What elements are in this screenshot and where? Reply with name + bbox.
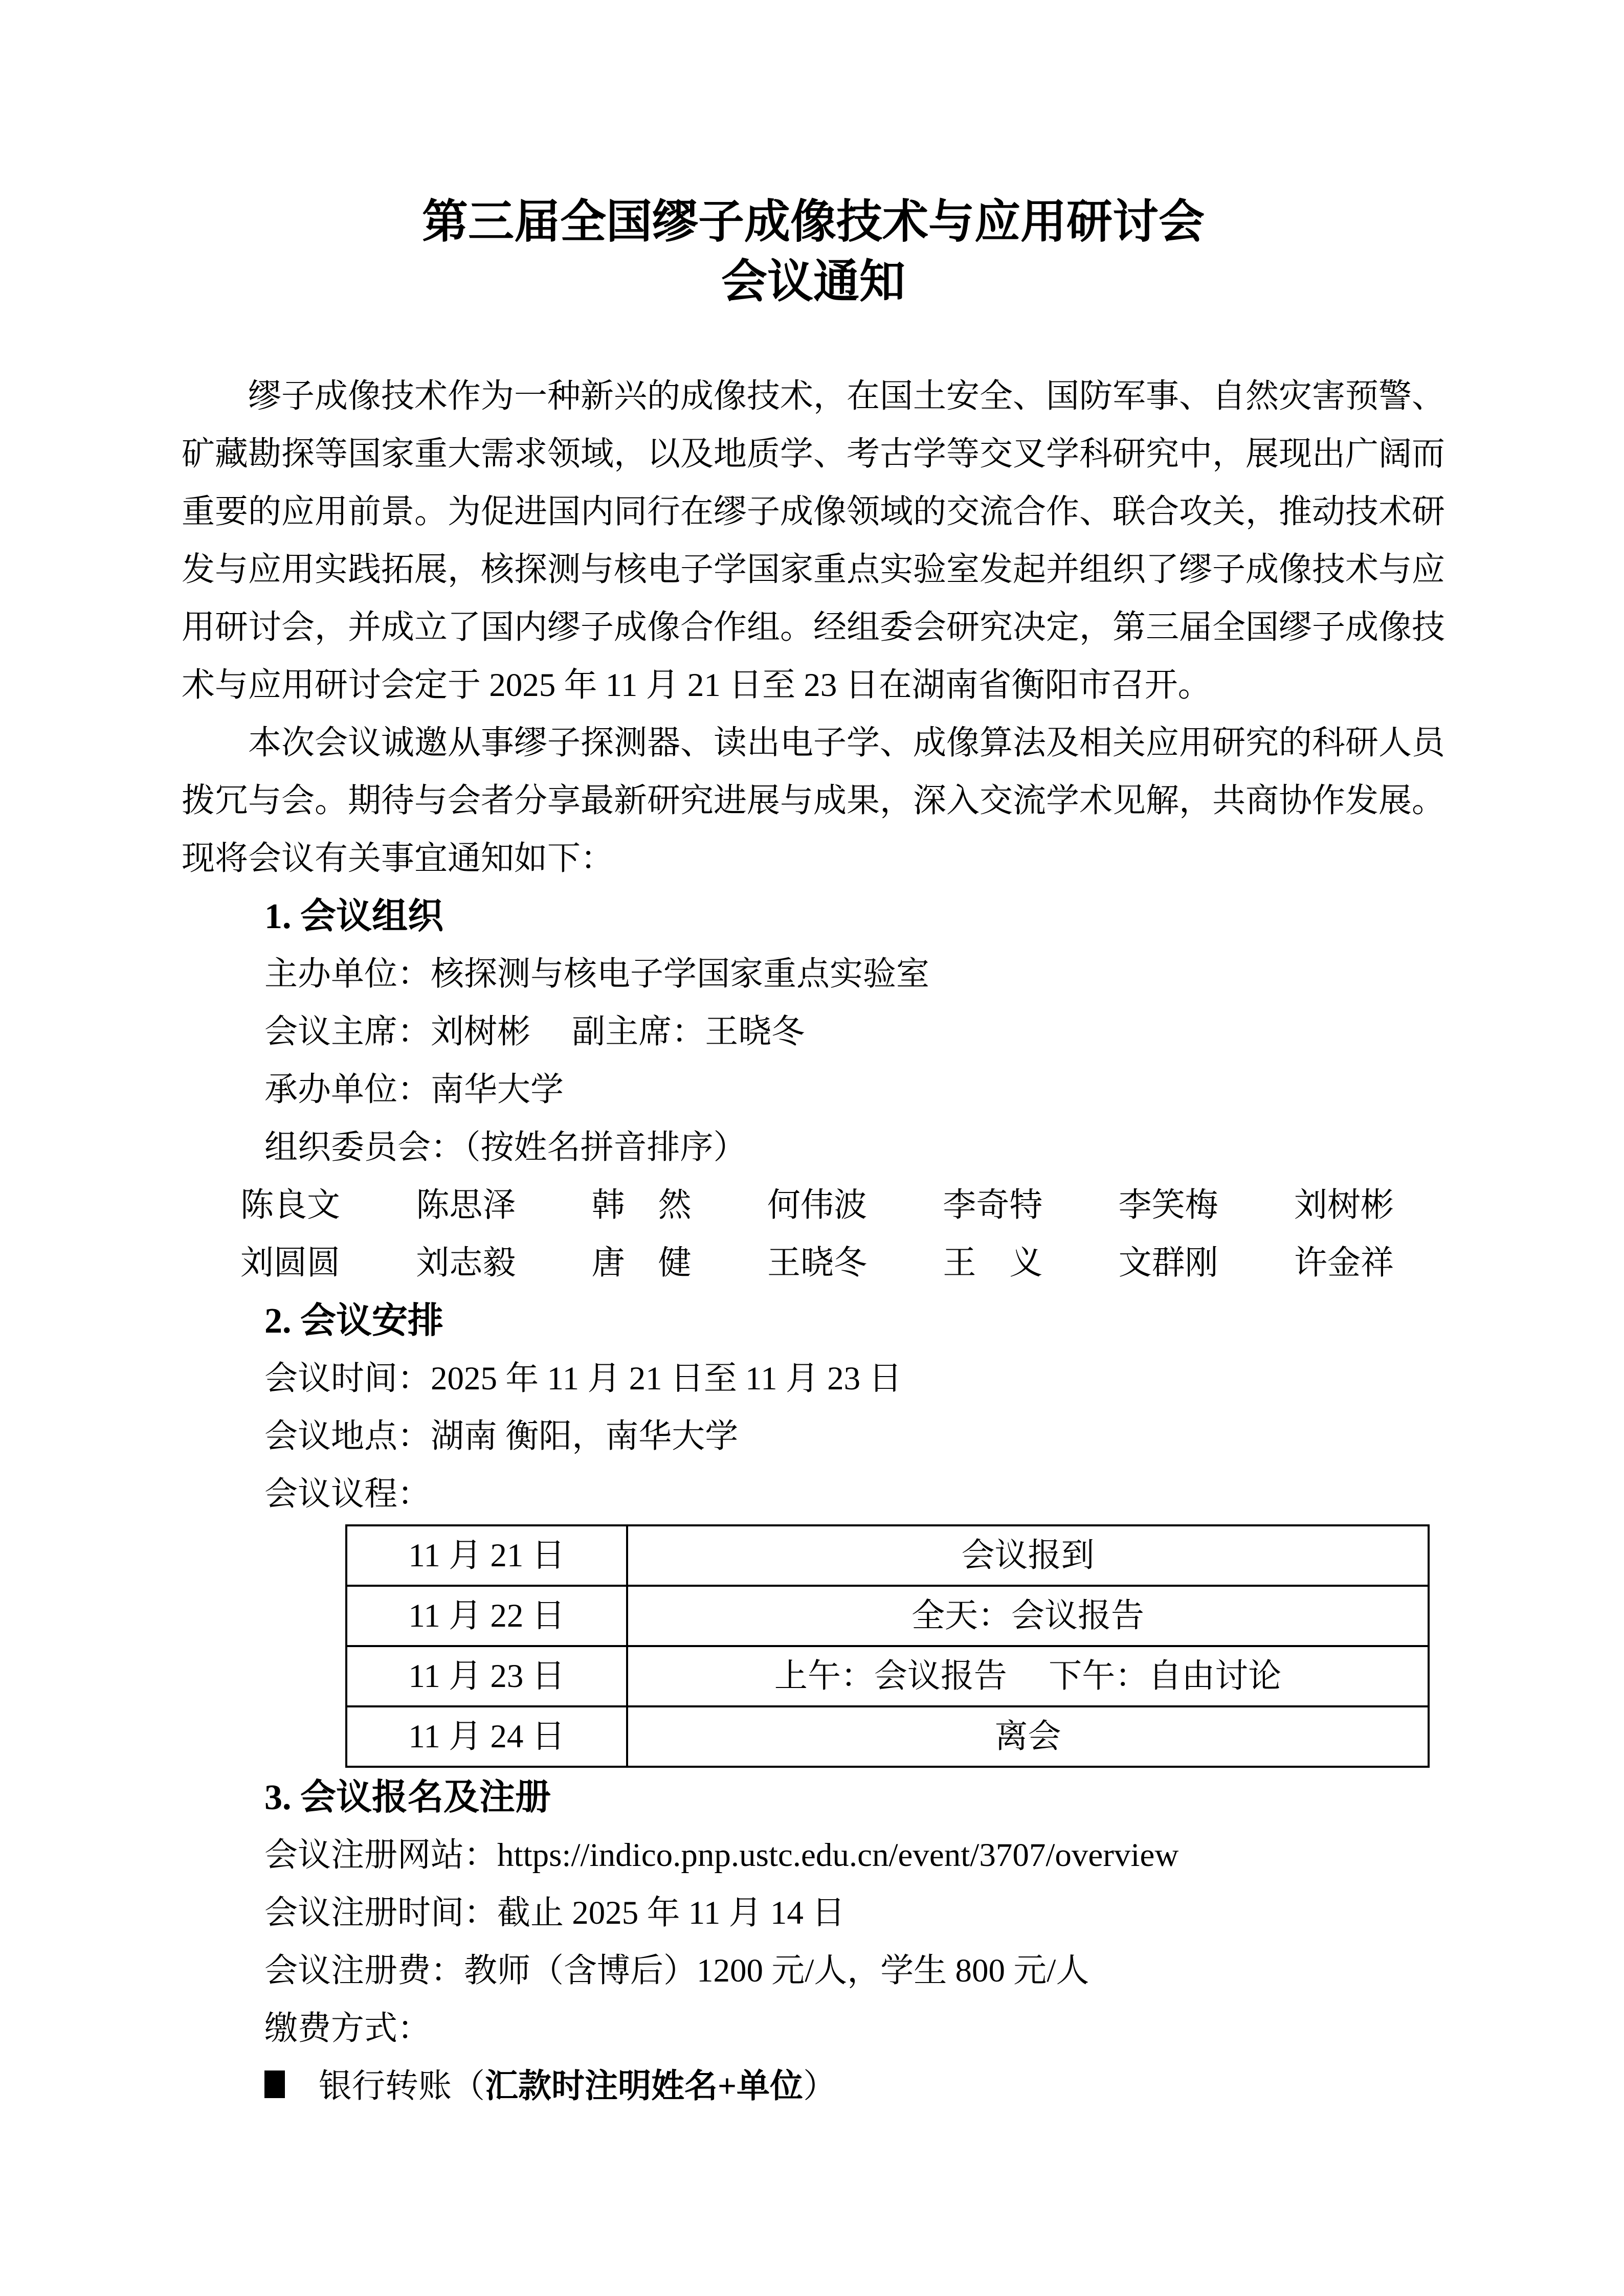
committee-member: 何伟波 (767, 1187, 867, 1224)
square-bullet-icon (264, 2070, 285, 2098)
document-title (182, 192, 1445, 312)
table-row (346, 1586, 1429, 1646)
committee-names-row-1 (240, 1177, 1394, 1234)
bank-transfer-bold-note: 汇款时注明姓名+单位 (485, 2068, 804, 2105)
agenda-date-cell: 11 月 21 日 (346, 1525, 627, 1586)
agenda-date-cell: 11 月 24 日 (346, 1706, 627, 1767)
title-line-1: 第三届全国缪子成像技术与应用研讨会 (422, 197, 1205, 247)
committee-member: 唐 健 (591, 1245, 692, 1281)
title-line-2: 会议通知 (721, 257, 905, 307)
organizer-line: 承办单位：南华大学 (264, 1071, 564, 1108)
committee-member: 李奇特 (943, 1187, 1043, 1224)
table-row (346, 1525, 1429, 1586)
registration-website-label: 会议注册网站： (264, 1837, 498, 1874)
section-heading-registration: 3. 会议报名及注册 (264, 1778, 551, 1817)
registration-url: https://indico.pnp.ustc.edu.cn/event/3707/overview (497, 1837, 1179, 1874)
payment-method-label: 缴费方式： (264, 2010, 431, 2047)
agenda-date-cell: 11 月 23 日 (346, 1646, 627, 1706)
agenda-table (345, 1524, 1430, 1768)
agenda-activity-cell: 会议报到 (627, 1525, 1429, 1586)
committee-member: 文群刚 (1118, 1245, 1218, 1281)
bank-transfer-bullet-line (182, 2058, 1445, 2115)
agenda-activity-cell: 离会 (627, 1706, 1429, 1767)
intro-paragraph-1: 缪子成像技术作为一种新兴的成像技术，在国土安全、国防军事、自然灾害预警、矿藏勘探等国家重大需求领域，以及地质学、考古学等交叉学科研究中，展现出广阔而重要的应用前景。为促进国内同行在缪子成像领域的交流合作、联合攻关，推动技术研发与应用实践拓展，核探测与核电子学国家重点实验室发起并组织了缪子成像技术与应用研讨会，并成立了国内缪子成像合作组。经组委会研究决定，第三届全国缪子成像技术与应用研讨会定于 2025 年 11 月 21 日至 23 日在湖南省衡阳市召开。 (182, 378, 1445, 704)
agenda-activity-cell: 全天：会议报告 (627, 1586, 1429, 1646)
registration-fee-line: 会议注册费：教师（含博后）1200 元/人，学生 800 元/人 (264, 1952, 1089, 1989)
registration-deadline-line: 会议注册时间：截止 2025 年 11 月 14 日 (264, 1895, 846, 1931)
section-heading-organization: 1. 会议组织 (264, 897, 443, 936)
committee-member: 李笑梅 (1118, 1187, 1218, 1224)
conference-chair-line: 会议主席：刘树彬 副主席：王晓冬 (264, 1014, 805, 1050)
committee-member: 刘树彬 (1294, 1187, 1394, 1224)
conference-agenda-label: 会议议程： (264, 1476, 431, 1513)
committee-names-row-2 (240, 1234, 1394, 1292)
committee-member: 韩 然 (591, 1187, 692, 1224)
host-organization-line: 主办单位：核探测与核电子学国家重点实验室 (264, 956, 930, 993)
bank-transfer-close-paren: ） (803, 2068, 837, 2105)
conference-time-line: 会议时间：2025 年 11 月 21 日至 11 月 23 日 (264, 1360, 902, 1397)
agenda-activity-cell: 上午：会议报告 下午：自由讨论 (627, 1646, 1429, 1706)
committee-member: 刘志毅 (416, 1245, 516, 1281)
registration-website-line (182, 1827, 1445, 1884)
committee-member: 王 义 (943, 1245, 1043, 1281)
bank-transfer-text: 银行转账（ (319, 2068, 485, 2105)
table-row (346, 1646, 1429, 1706)
table-row (346, 1706, 1429, 1767)
committee-member: 刘圆圆 (240, 1245, 341, 1281)
organizing-committee-label: 组织委员会：（按姓名拼音排序） (264, 1129, 747, 1166)
committee-member: 陈良文 (240, 1187, 341, 1224)
agenda-date-cell: 11 月 22 日 (346, 1586, 627, 1646)
committee-member: 许金祥 (1294, 1245, 1394, 1281)
intro-paragraph-2: 本次会议诚邀从事缪子探测器、读出电子学、成像算法及相关应用研究的科研人员拨冗与会。期待与会者分享最新研究进展与成果，深入交流学术见解，共商协作发展。现将会议有关事宜通知如下： (182, 725, 1445, 877)
section-heading-schedule: 2. 会议安排 (264, 1301, 443, 1341)
committee-member: 陈思泽 (416, 1187, 516, 1224)
conference-venue-line: 会议地点：湖南 衡阳，南华大学 (264, 1418, 739, 1455)
committee-member: 王晓冬 (767, 1245, 867, 1281)
